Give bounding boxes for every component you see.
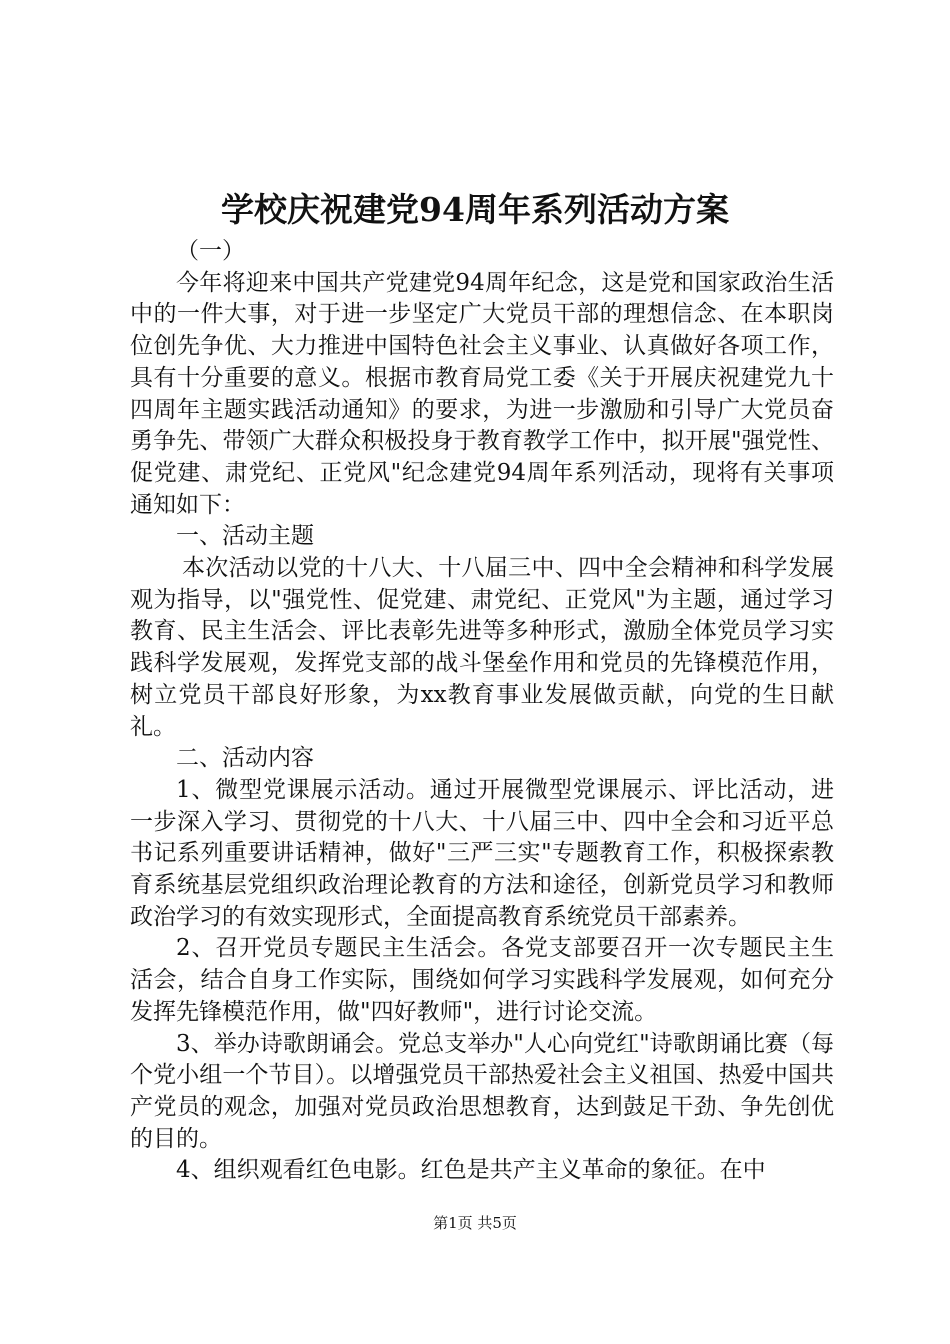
- paragraph-intro: 今年将迎来中国共产党建党94周年纪念，这是党和国家政治生活中的一件大事，对于进一步坚定广大党员干部的理想信念、在本职岗位创先争优、大力推进中国特色社会主义事业、认真做好各项工作，具有十分重要的意义。根据市教育局党工委《关于开展庆祝建党九十四周年主题实践活动通知》的要求，为进一步激励和引导广大党员奋勇争先、带领广大群众积极投身于教育教学工作中，拟开展"强党性、促党建、肃党纪、正党风"纪念建党94周年系列活动，现将有关事项通知如下：: [130, 269, 834, 518]
- heading-activity-content: 二、活动内容: [176, 745, 314, 772]
- paragraph-item-4: 4、组织观看红色电影。红色是共产主义革命的象征。在中: [176, 1157, 766, 1184]
- paragraph-activity-theme: 本次活动以党的十八大、十八届三中、四中全会精神和科学发展观为指导，以"强党性、促党建、肃党纪、正党风"为主题，通过学习教育、民主生活会、评比表彰先进等多种形式，激励全体党员学习实践科学发展观，发挥党支部的战斗堡垒作用和党员的先锋模范作用，树立党员干部良好形象，为xx教育事业发展做贡献，向党的生日献礼。: [130, 555, 834, 740]
- document-body: [130, 236, 834, 1187]
- paragraph-item-2: 2、召开党员专题民主生活会。各党支部要召开一次专题民主生活会，结合自身工作实际，围绕如何学习实践科学发展观，如何充分发挥先锋模范作用，做"四好教师"，进行讨论交流。: [130, 935, 834, 1025]
- heading-activity-theme: 一、活动主题: [176, 523, 314, 550]
- paragraph-section-number: （一）: [176, 238, 245, 264]
- document-title: 学校庆祝建党94周年系列活动方案: [221, 190, 729, 229]
- paragraph-item-3: 3、举办诗歌朗诵会。党总支举办"人心向党红"诗歌朗诵比赛（每个党小组一个节目）。以增强党员干部热爱社会主义祖国、热爱中国共产党员的观念，加强对党员政治思想教育，达到鼓足干劲、争先创优的目的。: [130, 1030, 834, 1152]
- paragraph-item-1: 1、微型党课展示活动。通过开展微型党课展示、评比活动，进一步深入学习、贯彻党的十八大、十八届三中、四中全会和习近平总书记系列重要讲话精神，做好"三严三实"专题教育工作，积极探索教育系统基层党组织政治理论教育的方法和途径，创新党员学习和教师政治学习的有效实现形式，全面提高教育系统党员干部素养。: [130, 776, 834, 930]
- page-number-footer: 第1页 共5页: [433, 1214, 517, 1232]
